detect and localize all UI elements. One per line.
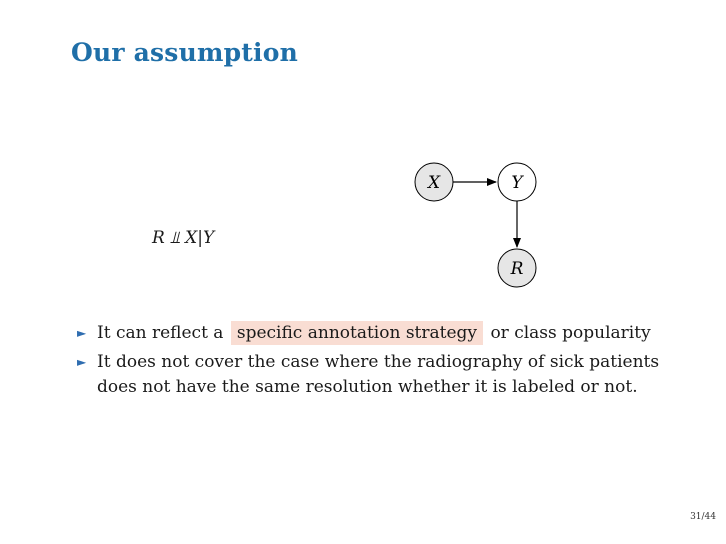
node-r-label: R [510, 259, 524, 279]
highlighted-phrase: specific annotation strategy [231, 321, 483, 345]
independence-formula: R ⫫ X|Y [152, 228, 215, 248]
bullet-item [77, 350, 697, 400]
graph-node-x [415, 163, 453, 201]
page-number: 31/44 [690, 512, 716, 522]
bullet-item [77, 321, 697, 346]
node-y-label: Y [511, 173, 523, 193]
bullet-list [77, 321, 697, 404]
triangle-bullet-icon: ► [77, 355, 87, 369]
bullet-text-after: or class popularity [490, 323, 651, 343]
bullet-text [97, 321, 697, 346]
bullet-text-line-1: It does not cover the case where the radiography of sick patients [97, 352, 660, 372]
graph-node-y [498, 163, 536, 201]
slide-title: Our assumption [71, 38, 298, 67]
bullet-text-line-2: does not have the same resolution whether it is labeled or not. [97, 377, 638, 397]
node-x-label: X [427, 173, 441, 193]
graph-node-r [498, 249, 536, 287]
triangle-bullet-icon: ► [77, 326, 87, 340]
bullet-text-before: It can reflect a [97, 323, 224, 343]
